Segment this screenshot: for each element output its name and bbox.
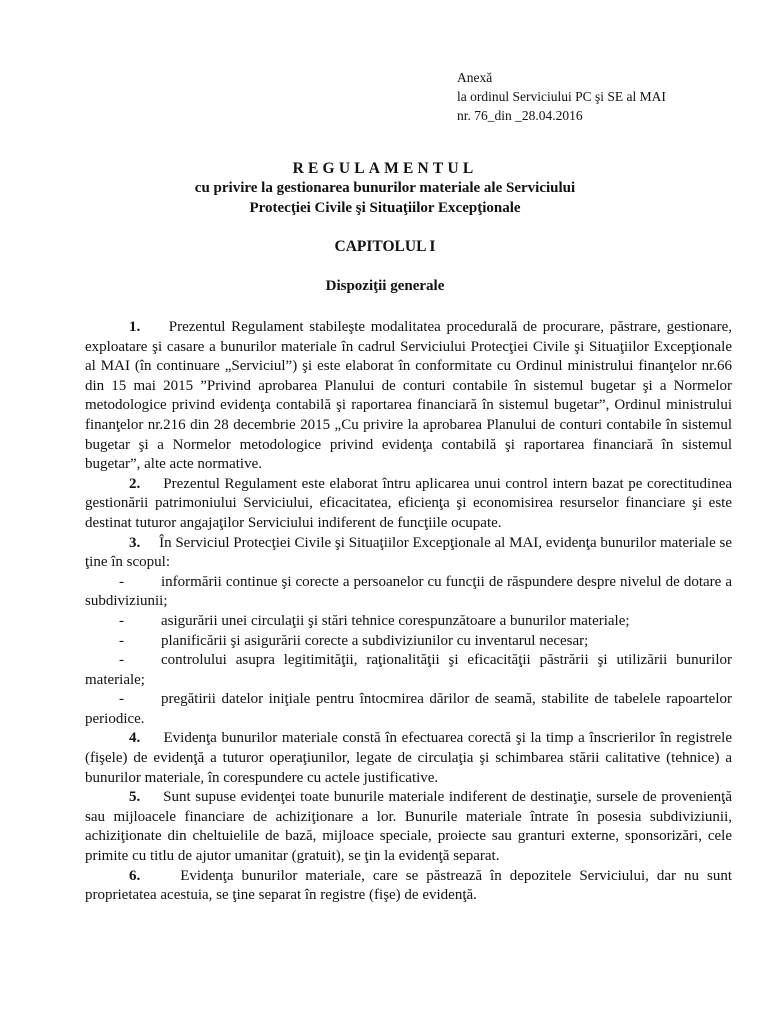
list-item — [85, 612, 732, 632]
annex-number: nr. 76_din _28.04.2016 — [457, 108, 583, 123]
paragraph-1 — [85, 318, 732, 475]
document-subtitle-line1: cu privire la gestionarea bunurilor materiale ale Serviciului — [194, 180, 576, 196]
paragraph-text: Sunt supuse evidenţei toate bunurile materiale indiferent de destinaţie, sursele de provenienţă sau mijloacele financiare de achiziţionare a lor. Bunurile materiale întrate în posesia subdiviziunii, achiziţionate din cheltuielile de bază, mijloace speciale, proiecte sau granturi externe, sponsorizări, cele primite cu titlu de ajutor umanitar (gratuit), se ţin la evidenţă separat. — [85, 789, 733, 865]
paragraph-number: 2. — [129, 475, 141, 492]
list-item — [85, 651, 732, 690]
paragraph-number: 1. — [129, 319, 141, 335]
paragraph-number: 5. — [129, 789, 141, 806]
annex-label: Anexă — [457, 70, 493, 85]
document-title: REGULAMENTUL — [292, 160, 478, 177]
list-bullet: - — [119, 612, 124, 629]
annex-header — [457, 68, 666, 125]
paragraph-4 — [85, 729, 732, 788]
annex-reference: la ordinul Serviciului PC şi SE al MAI — [457, 89, 666, 104]
paragraph-text: Prezentul Regulament este elaborat întru aplicarea unui control intern bazat pe corectitudinea gestionării patrimoniului Serviciului, eficacitatea, eficienţa şi economisirea resurselor financiare şi este destinat tuturor angajaţilor Serviciului indiferent de funcţiile ocupate. — [85, 475, 733, 531]
list-bullet: - — [119, 632, 124, 649]
paragraph-2 — [85, 475, 732, 534]
list-item-text: asigurării unei circulaţii şi stări tehnice corespunzătoare a bunurilor materiale; — [161, 612, 630, 629]
paragraph-text: Evidenţa bunurilor materiale constă în efectuarea corectă şi la timp a înscrierilor în registrele (fişele) de evidenţă a tuturor operaţiunilor, legate de circulaţia şi schimbarea stării calitative (tehnice) a bunurilor materiale, în corespundere cu actele justificative. — [85, 730, 733, 786]
paragraph-6 — [85, 867, 732, 906]
paragraph-5 — [85, 788, 732, 866]
section-heading: Dispoziţii generale — [325, 278, 445, 294]
list-bullet: - — [119, 691, 124, 708]
list-item — [85, 632, 732, 652]
list-bullet: - — [119, 573, 124, 590]
paragraph-number: 4. — [129, 730, 141, 747]
chapter-heading: CAPITOLUL I — [334, 238, 436, 255]
paragraph-text: Evidenţa bunurilor materiale, care se păstrează în depozitele Serviciului, dar nu sunt proprietatea acestuia, se ţine separat în registre (fişe) de evidenţă. — [85, 867, 733, 904]
paragraph-text: În Serviciul Protecţiei Civile şi Situaţiilor Excepţionale al MAI, evidenţa bunurilor materiale se ţine în scopul: — [85, 534, 733, 571]
paragraph-number: 6. — [129, 867, 141, 884]
list-item-text: controlului asupra legitimităţii, raţionalităţii şi eficacităţii păstrării şi utilizării bunurilor materiale; — [85, 652, 732, 688]
document-subtitle-line2: Protecţiei Civile şi Situaţiilor Excepţionale — [249, 200, 521, 216]
list-item — [85, 690, 732, 729]
list-item-text: planificării şi asigurării corecte a subdiviziunilor cu inventarul necesar; — [161, 632, 589, 649]
list-item-text: informării continue şi corecte a persoanelor cu funcţii de răspundere despre nivelul de dotare a subdiviziunii; — [85, 573, 732, 610]
paragraph-number: 3. — [129, 534, 141, 551]
paragraph-text: Prezentul Regulament stabileşte modalitatea procedurală de procurare, păstrare, gestionare, exploatare şi casare a bunurilor materiale în cadrul Serviciului Protecţiei Civile şi Situaţiilor Excepţionale al MAI (în continuare „Serviciul”) şi este elaborat în conformitate cu Ordinul ministrului finanţelor nr.66 din 15 mai 2015 ”Privind aprobarea Planului de conturi contabile în sistemul bugetar şi a Normelor metodologice privind evidenţa contabilă şi raportarea financiară în sistemul bugetar”, Ordinul ministrului finanţelor nr.216 din 28 decembrie 2015 „Cu privire la aprobarea Planului de conturi contabile în sistemul bugetar şi a Normelor metodologice privind evidenţa contabilă şi raportarea financiară în sistemul bugetar”, alte acte normative. — [85, 319, 733, 473]
list-item — [85, 573, 732, 612]
document-body — [85, 318, 732, 906]
list-item-text: pregătirii datelor iniţiale pentru întocmirea dărilor de seamă, stabilite de tabelele rapoartelor periodice. — [85, 691, 732, 727]
list-bullet: - — [119, 652, 124, 669]
paragraph-3 — [85, 534, 732, 573]
